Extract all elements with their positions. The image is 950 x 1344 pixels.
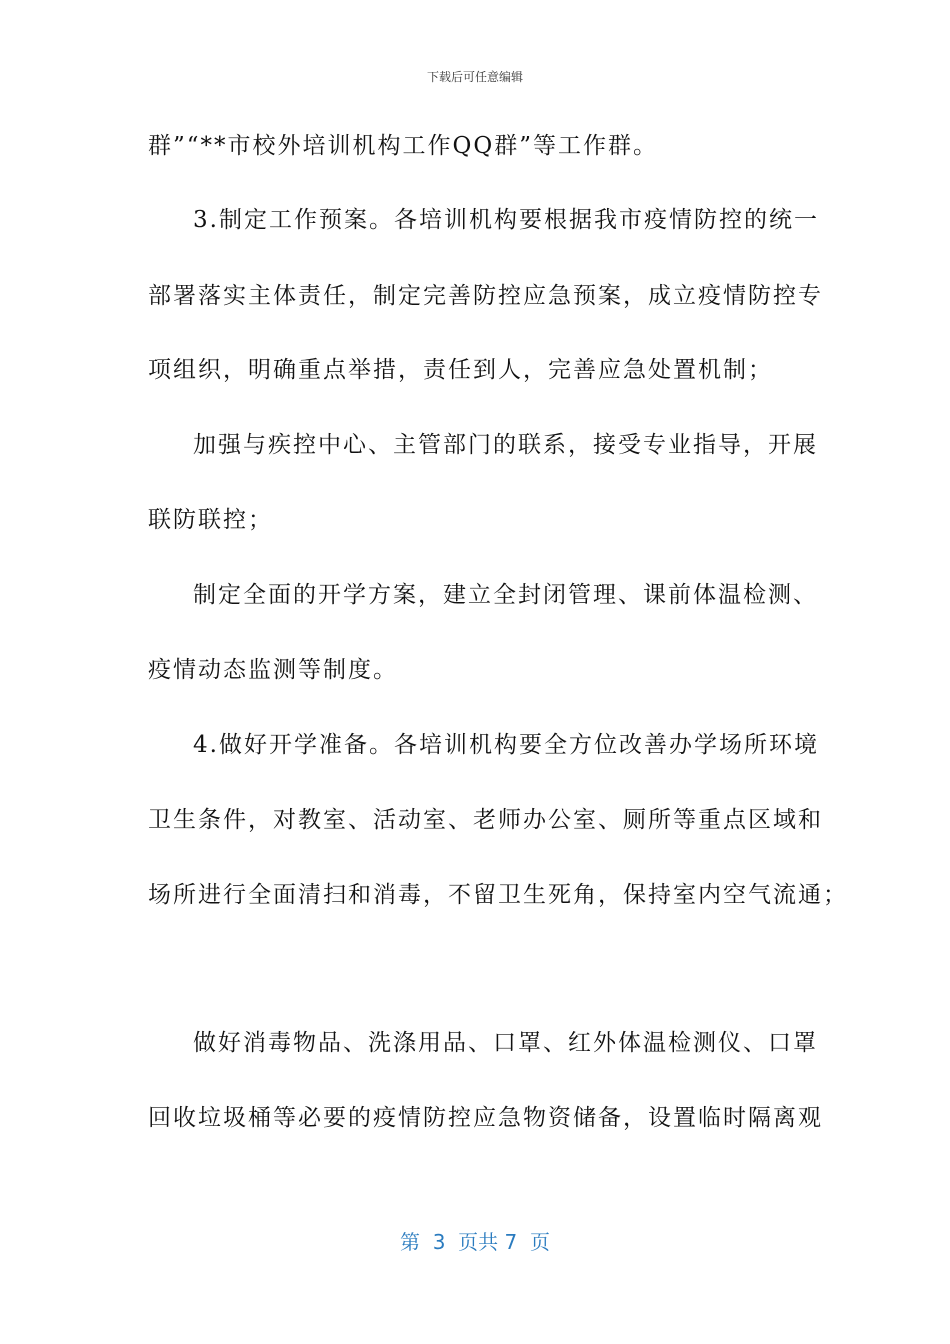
- paragraph-line: 场所进行全面清扫和消毒，不留卫生死角，保持室内空气流通；: [148, 882, 848, 908]
- paragraph-line: 做好消毒物品、洗涤用品、口罩、红外体温检测仪、口罩: [193, 1030, 818, 1056]
- paragraph-line: 群”“**市校外培训机构工作QQ群”等工作群。: [148, 133, 658, 159]
- paragraph-line: 疫情动态监测等制度。: [148, 657, 398, 683]
- paragraph-line: 项组织，明确重点举措，责任到人，完善应急处置机制；: [148, 357, 773, 383]
- paragraph-line: 联防联控；: [148, 507, 273, 533]
- paragraph-line: 制定全面的开学方案，建立全封闭管理、课前体温检测、: [193, 582, 818, 608]
- paragraph-line: 回收垃圾桶等必要的疫情防控应急物资储备，设置临时隔离观: [148, 1105, 823, 1131]
- header-note: 下载后可任意编辑: [426, 70, 523, 84]
- paragraph-line: 4.做好开学准备。各培训机构要全方位改善办学场所环境: [193, 732, 819, 758]
- page-number-footer: 第 3 页共 7 页: [400, 1230, 550, 1254]
- paragraph-line: 3.制定工作预案。各培训机构要根据我市疫情防控的统一: [193, 207, 819, 233]
- paragraph-line: 加强与疾控中心、主管部门的联系，接受专业指导，开展: [193, 432, 818, 458]
- paragraph-line: 卫生条件，对教室、活动室、老师办公室、厕所等重点区域和: [148, 807, 823, 833]
- paragraph-line: 部署落实主体责任，制定完善防控应急预案，成立疫情防控专: [148, 283, 823, 309]
